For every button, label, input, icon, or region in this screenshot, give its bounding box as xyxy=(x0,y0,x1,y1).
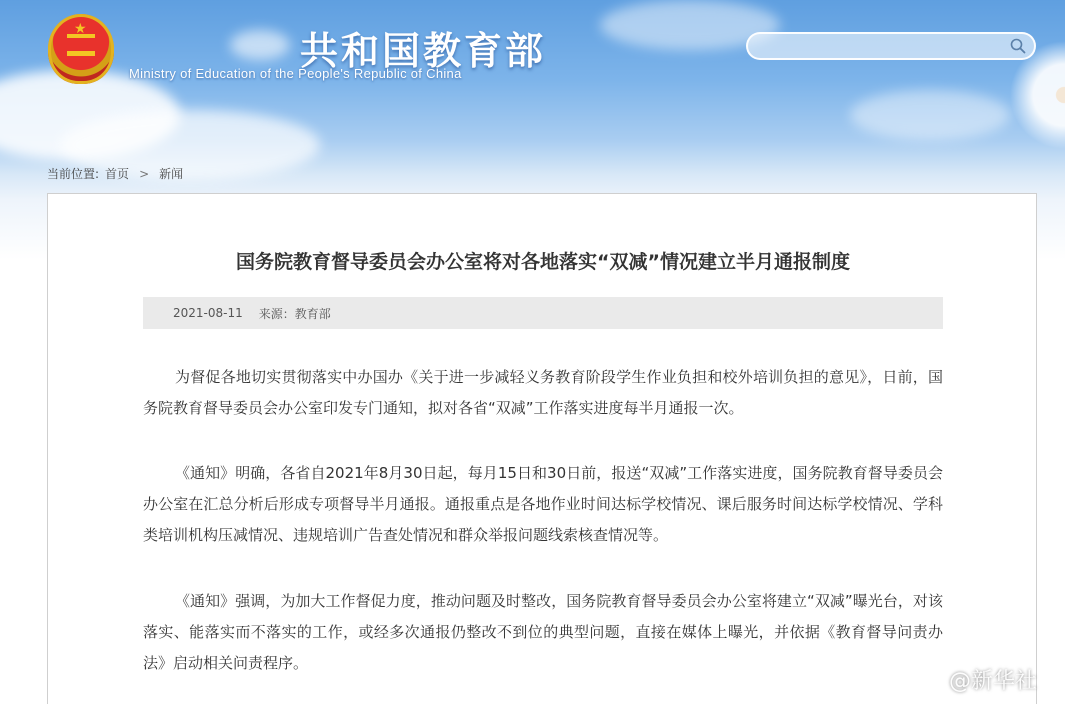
breadcrumb-separator: > xyxy=(139,166,150,181)
watermark-text: @新华社 xyxy=(949,669,1038,694)
article-date: 2021-08-11 xyxy=(173,306,243,320)
article-paragraph: 为督促各地切实贯彻落实中办国办《关于进一步减轻义务教育阶段学生作业负担和校外培训负担的意见》，日前，国务院教育督导委员会办公室印发专门通知，拟对各省“双减”工作落实进度每半月通报一次。 xyxy=(143,368,943,417)
article-title: 国务院教育督导委员会办公室将对各地落实“双减”情况建立半月通报制度 xyxy=(236,251,850,273)
national-emblem-icon[interactable]: ★ xyxy=(48,14,114,84)
article-paragraph: 《通知》明确，各省自2021年8月30日起，每月15日和30日前，报送“双减”工作落实进度，国务院教育督导委员会办公室在汇总分析后形成专项督导半月通报。通报重点是各地作业时间达标学校情况、课后服务时间达标学校情况、学科类培训机构压减情况、违规培训广告查处情况和群众举报问题线索核查情况等。 xyxy=(143,464,943,544)
breadcrumb-label: 当前位置: xyxy=(47,167,100,181)
article-source: 来源：教育部 xyxy=(258,306,331,321)
site-logo-title[interactable]: 共和国教育部 xyxy=(300,28,547,73)
watermark xyxy=(905,664,1037,695)
article-meta-bar xyxy=(143,297,943,329)
search-input[interactable] xyxy=(746,32,1036,60)
site-header xyxy=(0,0,1065,150)
search-icon[interactable] xyxy=(1010,38,1026,54)
weibo-icon xyxy=(905,665,945,695)
article-paragraph: 《通知》强调，为加大工作督促力度，推动问题及时整改，国务院教育督导委员会办公室将建立“双减”曝光台，对该落实、能落实而不落实的工作，或经多次通报仍整改不到位的典型问题，直接在媒体上曝光，并依据《教育督导问责办法》启动相关问责程序。 xyxy=(143,592,943,672)
article-panel xyxy=(47,193,1037,704)
site-logo-subtitle: Ministry of Education of the People's Republic of China xyxy=(129,66,462,81)
breadcrumb xyxy=(47,165,183,182)
breadcrumb-home-link[interactable]: 首页 xyxy=(105,167,130,181)
breadcrumb-current-link[interactable]: 新闻 xyxy=(159,167,184,181)
